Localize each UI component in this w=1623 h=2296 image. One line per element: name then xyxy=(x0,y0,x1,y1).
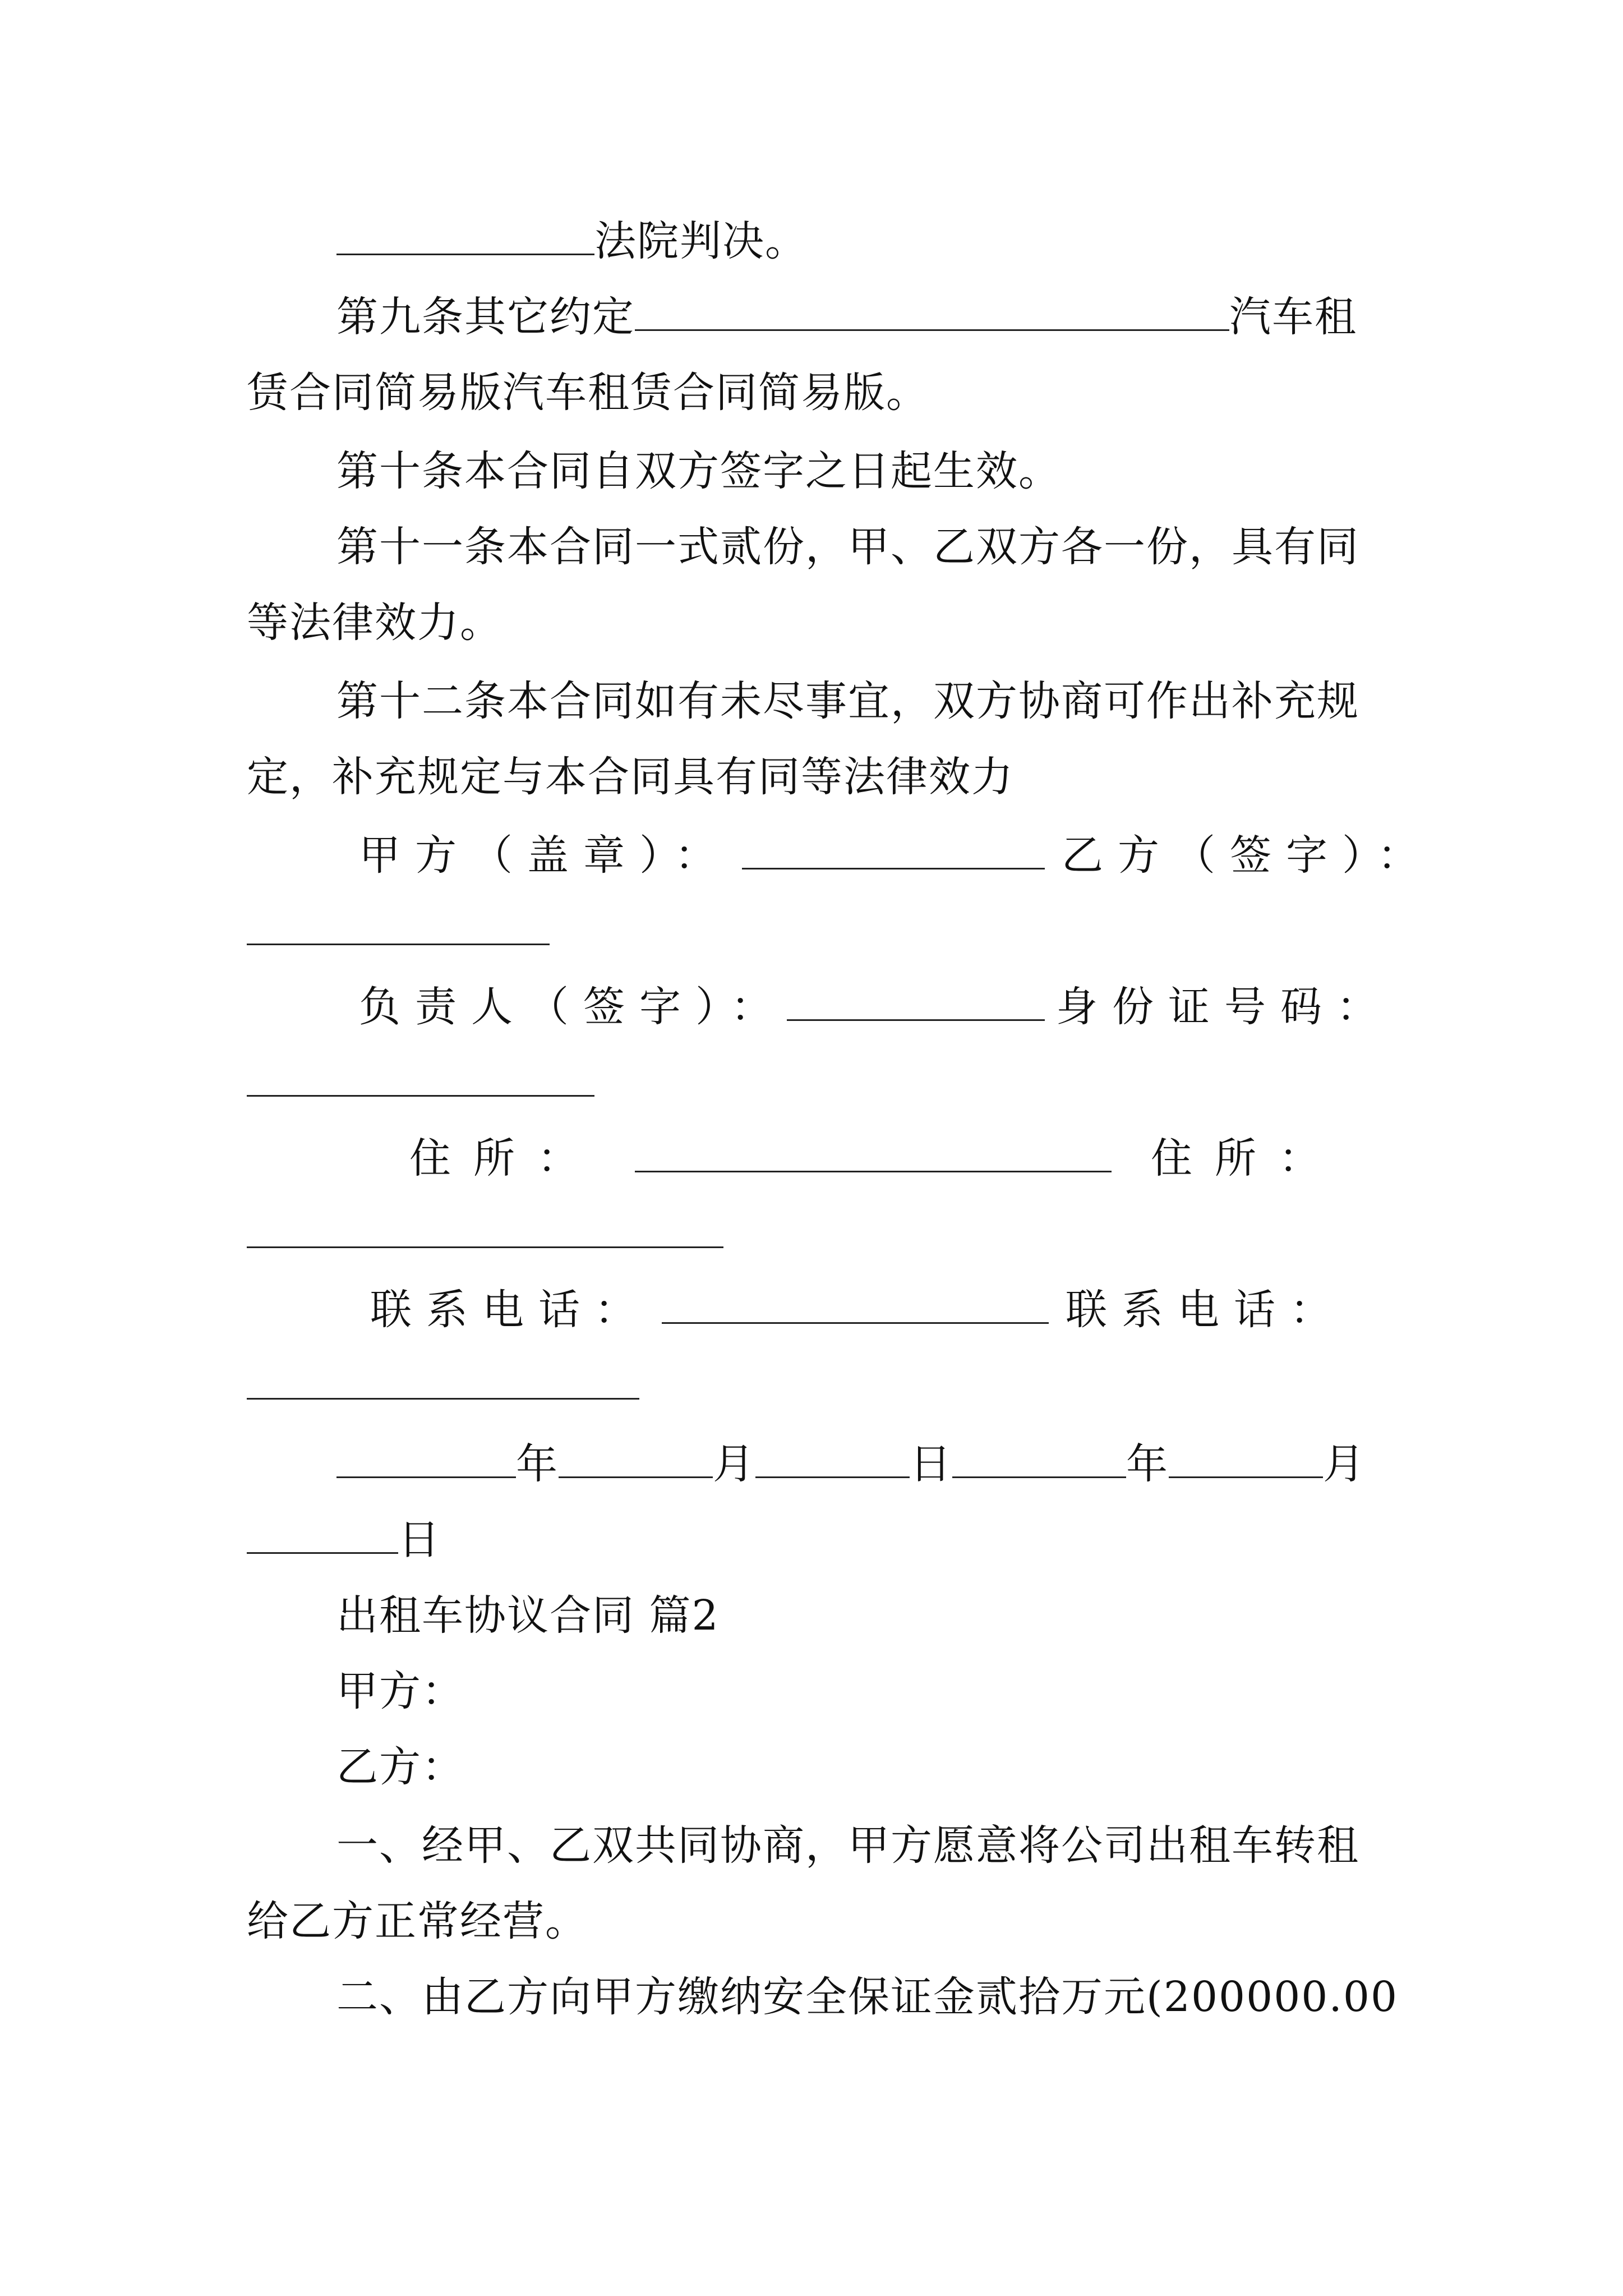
blank-field xyxy=(635,1159,1112,1172)
year-label: 年 xyxy=(1126,1440,1169,1488)
blank-field xyxy=(247,1235,723,1248)
text: 第九条其它约定 xyxy=(336,293,635,341)
address-b-label: 住所： xyxy=(1151,1134,1343,1182)
month-label: 月 xyxy=(713,1440,755,1488)
blank-field xyxy=(247,1387,639,1400)
year-label: 年 xyxy=(516,1440,559,1488)
id-label: 身份证号码： xyxy=(1056,983,1393,1031)
blank-field xyxy=(336,242,594,255)
clause-1-cont: 给乙方正常经营。 xyxy=(247,1897,588,1945)
day-label: 日 xyxy=(910,1440,952,1488)
line-date xyxy=(336,1436,1366,1492)
line-article-12: 第十二条本合同如有未尽事宜，双方协商可作出补充规 xyxy=(336,677,1359,725)
blank-field xyxy=(247,1541,398,1554)
line-date-cont xyxy=(247,1512,441,1568)
address-a-label: 住所： xyxy=(409,1134,601,1182)
party-b-label: 乙方（签字）： xyxy=(1062,831,1433,880)
section-title: 出租车协议合同 篇2 xyxy=(336,1591,720,1640)
line-phone-cont xyxy=(247,1358,639,1414)
phone-b-label: 联系电话： xyxy=(1066,1286,1346,1334)
text: 法院判决。 xyxy=(594,217,808,265)
month-label: 月 xyxy=(1323,1440,1366,1488)
line-responsible-person-cont xyxy=(247,1055,594,1111)
line-responsible-person xyxy=(359,979,1393,1035)
text: 汽车租 xyxy=(1229,293,1357,341)
party-a-label: 甲方（盖章）： xyxy=(359,831,731,880)
blank-field xyxy=(247,1084,594,1097)
blank-field xyxy=(635,318,1229,331)
day-label: 日 xyxy=(398,1516,441,1564)
blank-field xyxy=(755,1465,910,1478)
line-article-9 xyxy=(336,289,1357,345)
line-party-signature xyxy=(359,827,1433,884)
clause-2: 二、由乙方向甲方缴纳安全保证金贰拾万元(200000.00 xyxy=(336,1973,1399,2021)
party-a-line: 甲方： xyxy=(336,1667,464,1715)
party-b-line: 乙方： xyxy=(336,1743,464,1791)
line-article-11: 第十一条本合同一式贰份，甲、乙双方各一份，具有同 xyxy=(336,523,1359,571)
blank-field xyxy=(1169,1465,1323,1478)
line-party-signature-cont xyxy=(247,903,550,959)
line-address xyxy=(409,1130,1343,1186)
blank-field xyxy=(247,932,550,945)
phone-a-label: 联系电话： xyxy=(370,1286,651,1334)
blank-field xyxy=(662,1311,1049,1324)
line-article-9-cont: 赁合同简易版汽车租赁合同简易版。 xyxy=(247,369,929,417)
blank-field xyxy=(952,1465,1126,1478)
blank-field xyxy=(336,1465,516,1478)
line-phone xyxy=(370,1282,1346,1338)
line-article-12-cont: 定，补充规定与本合同具有同等法律效力 xyxy=(247,753,1014,801)
line-address-cont xyxy=(247,1206,723,1262)
clause-1: 一、经甲、乙双共同协商，甲方愿意将公司出租车转租 xyxy=(336,1821,1359,1870)
responsible-label: 负责人（签字）： xyxy=(359,983,787,1031)
line-article-10: 第十条本合同自双方签字之日起生效。 xyxy=(336,447,1061,495)
blank-field xyxy=(742,857,1045,869)
line-article-11-cont: 等法律效力。 xyxy=(247,599,502,647)
blank-field xyxy=(787,1008,1045,1021)
blank-field xyxy=(559,1465,713,1478)
line-court-judgment xyxy=(336,213,808,269)
